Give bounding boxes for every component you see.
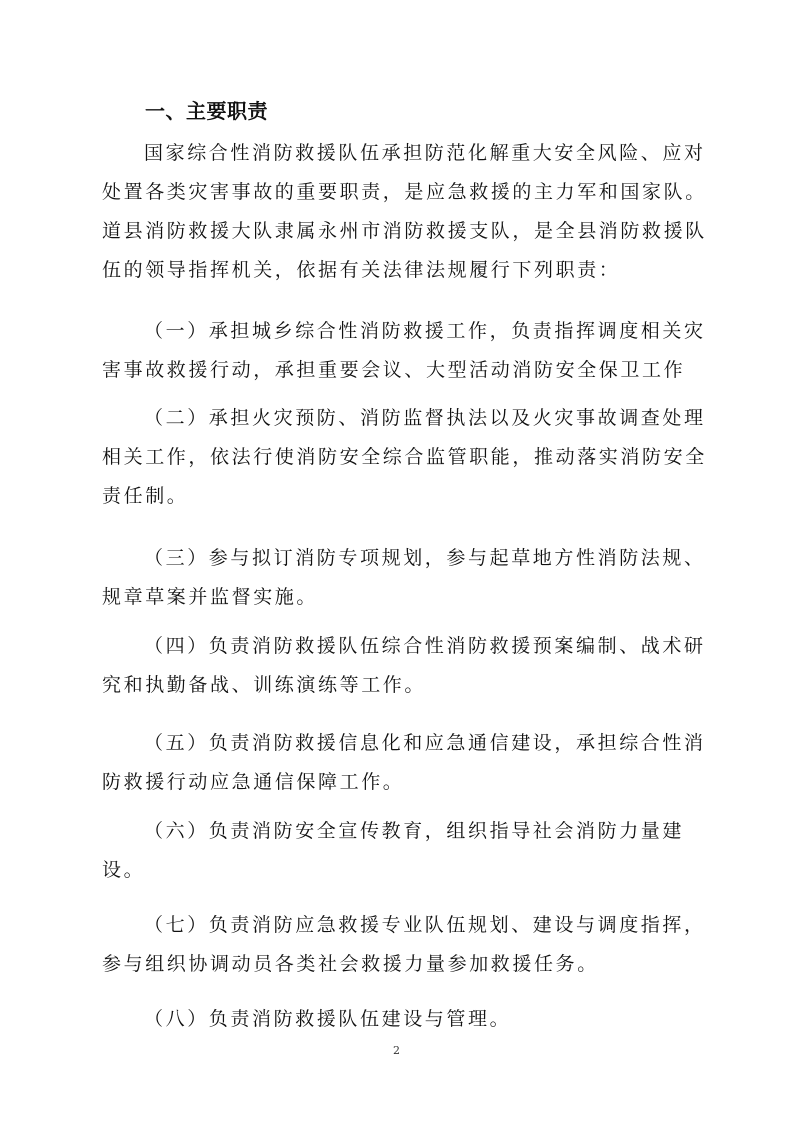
paragraph-line: （七）负责消防应急救援专业队伍规划、建设与调度指挥， [144, 914, 706, 936]
paragraph-line: （四）负责消防救援队伍综合性消防救援预案编制、战术研 [144, 635, 706, 657]
duty-item-8 [102, 1000, 692, 1039]
duty-item-5 [102, 724, 706, 802]
duty-item-7 [102, 906, 706, 984]
page-number: 2 [393, 1044, 400, 1057]
section-heading: 一、主要职责 [145, 99, 268, 123]
paragraph-line: （二）承担火灾预防、消防监督执法以及火灾事故调查处理 [144, 407, 706, 429]
paragraph-line: 规章草案并监督实施。 [102, 586, 319, 608]
paragraph-line: 责任制。 [102, 485, 189, 507]
intro-paragraph [102, 134, 707, 290]
duty-item-4 [102, 627, 706, 705]
paragraph-line: （六）负责消防安全宣传教育，组织指导社会消防力量建 [144, 820, 685, 842]
paragraph-line: 防救援行动应急通信保障工作。 [102, 771, 405, 793]
paragraph-line: 伍的领导指挥机关，依据有关法律法规履行下列职责： [102, 259, 621, 281]
paragraph-line: （三）参与拟订消防专项规划，参与起草地方性消防法规、 [144, 547, 706, 569]
paragraph-line: 道县消防救援大队隶属永州市消防救援支队，是全县消防救援队 [102, 220, 707, 242]
paragraph-line: 相关工作，依法行使消防安全综合监管职能，推动落实消防安全 [102, 446, 707, 468]
paragraph-line: 设。 [102, 859, 146, 881]
paragraph-line: （一）承担城乡综合性消防救援工作，负责指挥调度相关灾 [144, 320, 706, 342]
duty-item-6 [102, 812, 692, 890]
paragraph-line: 参与组织协调动员各类社会救援力量参加救援任务。 [102, 953, 599, 975]
paragraph-line: 害事故救援行动，承担重要会议、大型活动消防安全保卫工作 [102, 359, 686, 381]
paragraph-line: （五）负责消防救援信息化和应急通信建设，承担综合性消 [144, 732, 706, 754]
paragraph-line: 究和执勤备战、训练演练等工作。 [102, 674, 427, 696]
duty-item-1 [102, 312, 706, 390]
duty-item-2 [102, 399, 707, 516]
paragraph-line: （八）负责消防救援队伍建设与管理。 [144, 1008, 512, 1030]
paragraph-line: 国家综合性消防救援队伍承担防范化解重大安全风险、应对 [144, 142, 706, 164]
paragraph-line: 处置各类灾害事故的重要职责，是应急救援的主力军和国家队。 [102, 181, 707, 203]
duty-item-3 [102, 539, 706, 617]
